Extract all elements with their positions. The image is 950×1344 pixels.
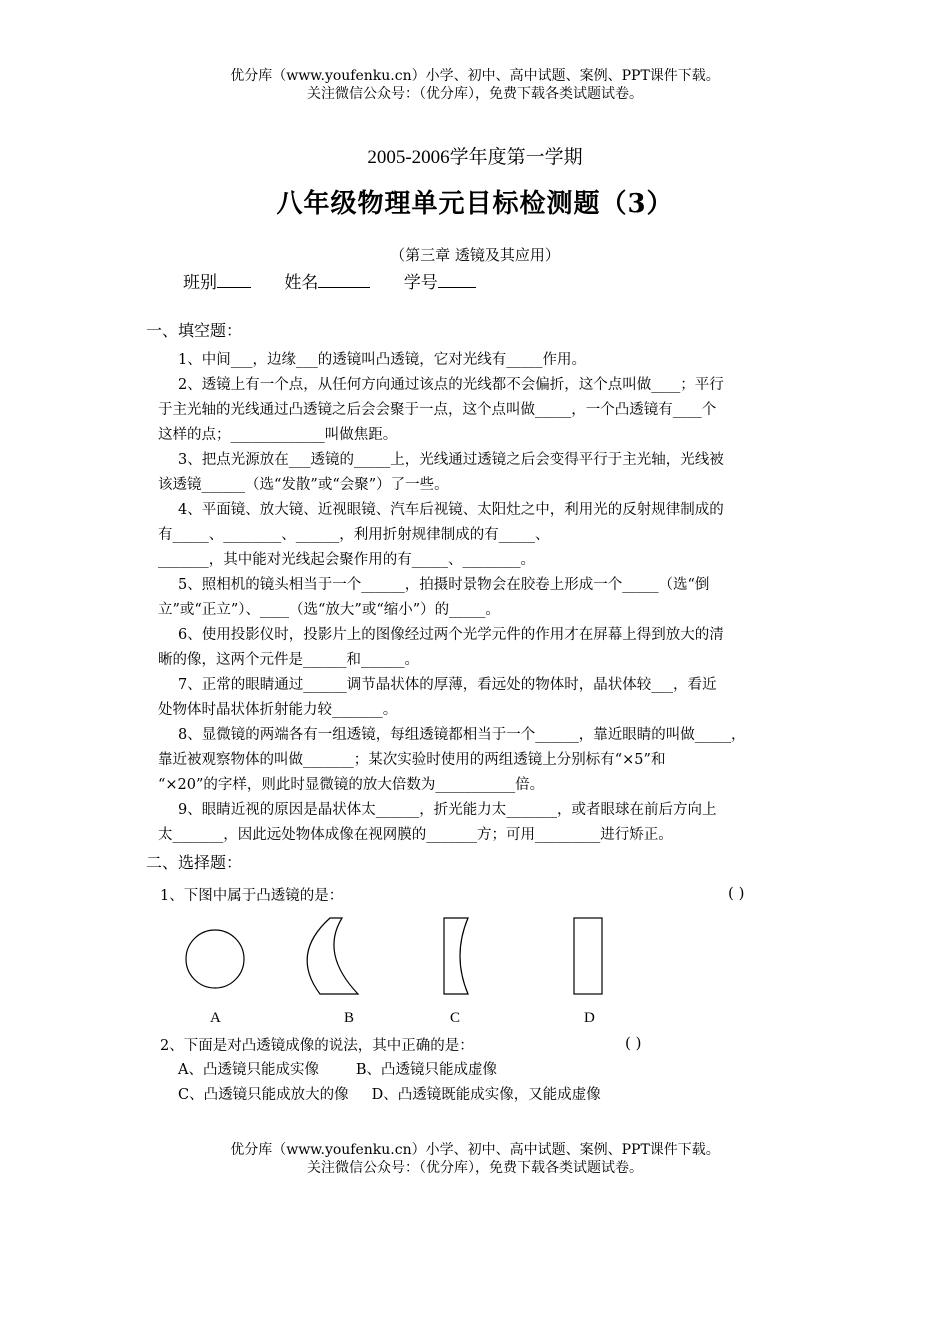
question-4-line-2: 有_____、________、______，利用折射规律制成的有_____、: [158, 527, 550, 543]
figure-label-a: A: [210, 1010, 221, 1026]
section-fill-blank-heading: 一、填空题：: [146, 321, 243, 340]
lens-d-figure: [574, 918, 602, 994]
choice-question-2-options-cd: C、凸透镜只能成放大的像 D、凸透镜既能成实像，又能成虚像: [178, 1087, 601, 1103]
question-2-line-1: 2、透镜上有一个点，从任何方向通过该点的光线都不会偏折，这个点叫做____；平行: [178, 377, 724, 393]
question-6-line-1: 6、使用投影仪时，投影片上的图像经过两个光学元件的作用才在屏幕上得到放大的清: [178, 627, 724, 643]
lens-c-figure: [444, 918, 468, 994]
question-7-line-1: 7、正常的眼睛通过______调节晶状体的厚薄，看远处的物体时，晶状体较___，看近: [178, 677, 717, 693]
question-5-line-2: 立”或“正立”）、____（选“放大”或“缩小”）的_____。: [158, 602, 500, 618]
question-9-line-1: 9、眼睛近视的原因是晶状体太______，折光能力太_______，或者眼球在前后方向上: [178, 802, 717, 818]
question-7-line-2: 处物体时晶状体折射能力较_______。: [158, 702, 398, 718]
header-line-1: 优分库（www.youfenku.cn）小学、初中、高中试题、案例、PPT课件下载。: [230, 68, 720, 84]
chapter-subtitle: （第三章 透镜及其应用）: [390, 246, 560, 264]
question-6-line-2: 晰的像，这两个元件是______和______。: [158, 652, 419, 668]
figure-label-b: B: [344, 1010, 355, 1026]
figure-label-c: C: [450, 1010, 461, 1026]
student-info: [183, 268, 504, 293]
name-blank[interactable]: [318, 271, 370, 288]
lens-figures: [170, 908, 630, 1028]
class-label: 班别: [183, 273, 217, 293]
choice-question-1-answer[interactable]: ( ): [728, 884, 745, 902]
question-1: 1、中间___，边缘___的透镜叫凸透镜，它对光线有_____作用。: [178, 352, 586, 368]
choice-question-2-answer[interactable]: ( ): [625, 1034, 642, 1052]
page-title: 八年级物理单元目标检测题（3）: [276, 189, 674, 219]
footer-line-2: 关注微信公众号：（优分库），免费下载各类试题试卷。: [307, 1160, 643, 1176]
number-label: 学号: [403, 273, 438, 293]
section-choice-heading: 二、选择题：: [146, 853, 243, 872]
choice-question-2-options-ab: A、凸透镜只能成实像 B、凸透镜只能成虚像: [178, 1062, 497, 1078]
footer-line-1: 优分库（www.youfenku.cn）小学、初中、高中试题、案例、PPT课件下载。: [230, 1142, 720, 1158]
lens-b-figure: [307, 918, 358, 994]
fill-blank-questions: [158, 348, 808, 848]
question-4-line-1: 4、平面镜、放大镜、近视眼镜、汽车后视镜、太阳灶之中，利用光的反射规律制成的: [178, 502, 724, 518]
question-2-line-3: 这样的点；_____________叫做焦距。: [158, 427, 398, 443]
question-9-line-2: 太_______，因此远处物体成像在视网膜的_______方；可用_________进行矫正。: [158, 827, 673, 843]
question-4-line-3: _______，其中能对光线起会聚作用的有_____、________。: [158, 552, 535, 568]
class-blank[interactable]: [217, 271, 251, 288]
question-3-line-1: 3、把点光源放在___透镜的_____上，光线通过透镜之后会变得平行于主光轴，光线被: [178, 452, 724, 468]
question-5-line-1: 5、照相机的镜头相当于一个______，拍摄时景物会在胶卷上形成一个_____（选“倒: [178, 577, 710, 593]
question-8-line-2: 靠近被观察物体的叫做_______；某次实验时使用的两组透镜上分别标有“×5”和: [158, 752, 666, 768]
choice-question-1: 1、下图中属于凸透镜的是：: [160, 888, 344, 904]
number-blank[interactable]: [438, 271, 476, 288]
figure-label-d: D: [584, 1010, 595, 1026]
question-3-line-2: 该透镜______（选“发散”或“会聚”）了一些。: [158, 477, 449, 493]
name-label: 姓名: [284, 273, 319, 293]
header-line-2: 关注微信公众号：（优分库），免费下载各类试题试卷。: [307, 86, 643, 102]
school-year: 2005-2006学年度第一学期: [367, 147, 583, 168]
question-8-line-3: “×20”的字样，则此时显微镜的放大倍数为___________倍。: [158, 777, 545, 793]
question-2-line-2: 于主光轴的光线通过凸透镜之后会会聚于一点，这个点叫做_____，一个凸透镜有____个: [158, 402, 717, 418]
choice-question-2: 2、下面是对凸透镜成像的说法，其中正确的是：: [160, 1038, 474, 1054]
lens-a-figure: [186, 930, 244, 988]
question-8-line-1: 8、显微镜的两端各有一组透镜，每组透镜都相当于一个______，靠近眼睛的叫做_____，: [178, 727, 746, 743]
